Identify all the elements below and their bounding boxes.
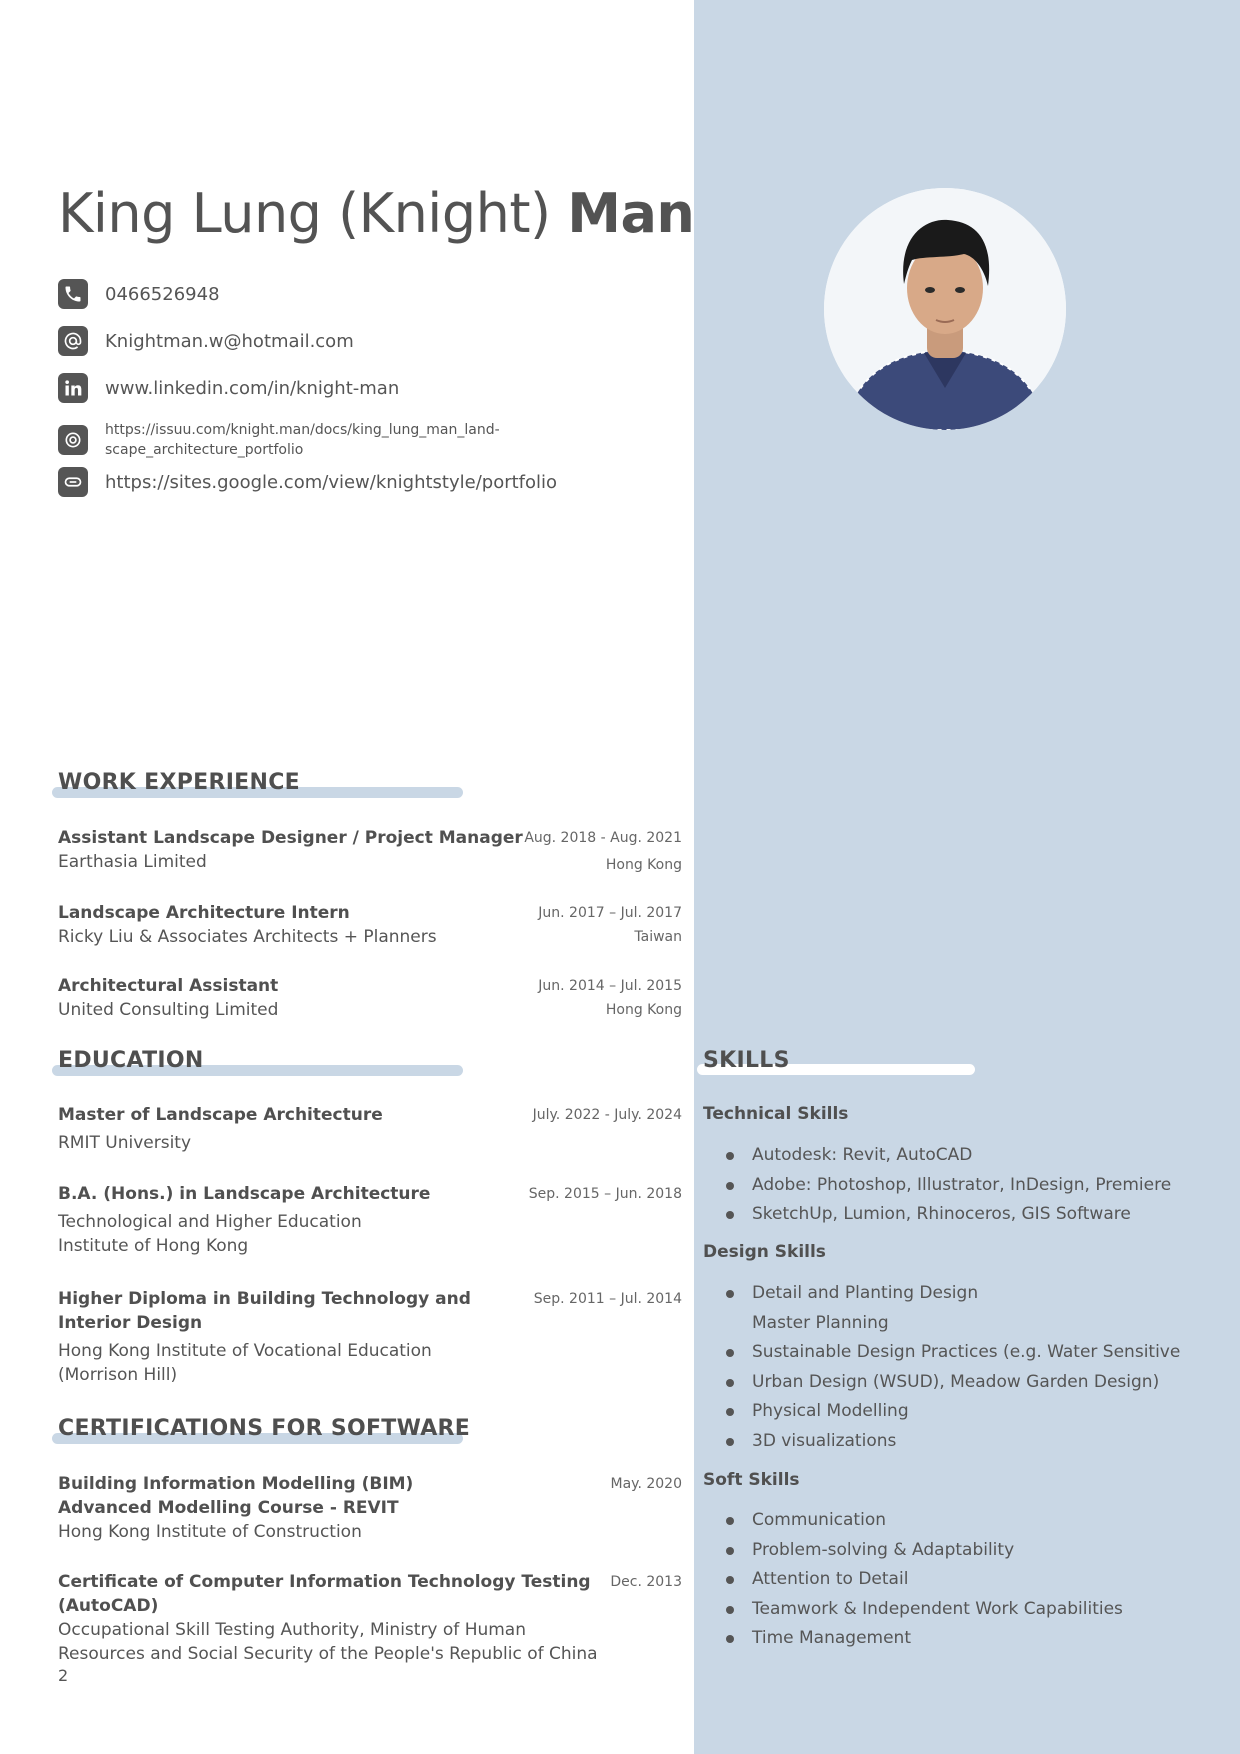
skill-text: Adobe: Photoshop, Illustrator, InDesign, Premiere: [752, 1174, 1172, 1195]
certification-dates: May. 2020: [610, 1476, 682, 1492]
technical-skills-list: [722, 1141, 1171, 1230]
linkedin-link[interactable]: www.linkedin.com/in/knight-man: [105, 377, 400, 399]
skill-text: Sustainable Design Practices (e.g. Water Sensitive: [752, 1342, 1181, 1362]
list-item: [722, 1565, 1123, 1595]
soft-skills-list: [722, 1506, 1123, 1654]
work-dates: Aug. 2018 - Aug. 2021: [524, 830, 682, 846]
work-item: [58, 826, 682, 874]
work-company: United Consulting Limited: [58, 1000, 279, 1020]
certification-issuer-line: Occupational Skill Testing Authority, Ministry of Human: [58, 1620, 526, 1640]
bullet-icon: [726, 1211, 734, 1219]
linkedin-icon: [58, 373, 88, 403]
work-role: Assistant Landscape Designer / Project Manager: [58, 828, 523, 848]
phone-text: 0466526948: [105, 283, 220, 305]
page-number: 2: [58, 1666, 69, 1685]
work-dates: Jun. 2014 – Jul. 2015: [538, 978, 682, 994]
skill-text: Communication: [752, 1510, 886, 1530]
list-item: [722, 1309, 1180, 1339]
education-dates: Sep. 2015 – Jun. 2018: [528, 1186, 682, 1202]
at-sign-icon: [58, 326, 88, 356]
bullet-icon: [726, 1576, 734, 1584]
list-item: [722, 1279, 1180, 1309]
work-location: Hong Kong: [605, 857, 682, 873]
profile-photo: [824, 188, 1066, 430]
name-last: Man: [567, 182, 695, 245]
portrait-icon: [824, 188, 1066, 430]
certification-title-line: (AutoCAD): [58, 1596, 159, 1616]
bullet-icon: [726, 1635, 734, 1643]
skill-text: 3D visualizations: [752, 1430, 897, 1451]
work-role: Architectural Assistant: [58, 976, 279, 996]
education-item: [58, 1287, 682, 1387]
certification-issuer: Hong Kong Institute of Construction: [58, 1522, 362, 1542]
portfolio-link[interactable]: https://sites.google.com/view/knightstyle/portfolio: [105, 471, 558, 493]
technical-skills-heading: Technical Skills: [703, 1104, 849, 1124]
person-name: [58, 182, 694, 245]
issuu-link[interactable]: https://issuu.com/knight.man/docs/king_lung_man_land-scape_architecture_portfolio: [105, 422, 500, 458]
skill-text: Master Planning: [752, 1312, 889, 1333]
contact-phone: [58, 279, 618, 309]
skills-heading: SKILLS: [703, 1048, 790, 1073]
list-item: [722, 1397, 1180, 1427]
phone-icon: [58, 279, 88, 309]
list-item: [722, 1200, 1171, 1230]
education-degree-line: Higher Diploma in Building Technology and: [58, 1289, 471, 1309]
education-heading: EDUCATION: [58, 1048, 204, 1073]
work-location: Taiwan: [634, 929, 682, 945]
work-role: Landscape Architecture Intern: [58, 903, 350, 923]
education-degree-line: Interior Design: [58, 1313, 203, 1333]
education-item: [58, 1103, 682, 1155]
education-item: [58, 1182, 682, 1258]
bullet-icon: [726, 1379, 734, 1387]
list-item: [722, 1368, 1180, 1398]
contact-linkedin[interactable]: [58, 373, 618, 403]
education-school-line: Hong Kong Institute of Vocational Education: [58, 1341, 432, 1361]
certification-item: [58, 1570, 682, 1666]
education-degree: B.A. (Hons.) in Landscape Architecture: [58, 1184, 431, 1204]
skill-text: Attention to Detail: [752, 1569, 909, 1589]
skill-text: Time Management: [752, 1628, 911, 1648]
certification-dates: Dec. 2013: [610, 1574, 682, 1590]
work-item: [58, 974, 682, 1022]
link-icon: [58, 467, 88, 497]
work-company: Ricky Liu & Associates Architects + Planners: [58, 927, 437, 947]
design-skills-heading: Design Skills: [703, 1242, 826, 1262]
bullet-icon: [726, 1408, 734, 1416]
list-item: [722, 1595, 1123, 1625]
bullet-icon: [726, 1349, 734, 1357]
issuu-icon: [58, 425, 88, 455]
education-school-line: Institute of Hong Kong: [58, 1236, 249, 1256]
list-item: [722, 1536, 1123, 1566]
skill-text: Urban Design (WSUD), Meadow Garden Design): [752, 1371, 1160, 1392]
work-meta: [524, 826, 682, 877]
bullet-icon: [726, 1290, 734, 1298]
contact-issuu[interactable]: [58, 420, 618, 460]
certification-title-line: Advanced Modelling Course - REVIT: [58, 1498, 399, 1518]
email-link[interactable]: Knightman.w@hotmail.com: [105, 330, 354, 352]
list-item: [722, 1338, 1180, 1368]
list-item: [722, 1427, 1180, 1457]
certifications-heading: CERTIFICATIONS FOR SOFTWARE: [58, 1416, 471, 1441]
bullet-icon: [726, 1182, 734, 1190]
education-dates: July. 2022 - July. 2024: [532, 1107, 682, 1123]
skill-text: Autodesk: Revit, AutoCAD: [752, 1145, 973, 1165]
bullet-icon: [726, 1517, 734, 1525]
skill-text: Problem-solving & Adaptability: [752, 1539, 1015, 1560]
contact-portfolio[interactable]: [58, 467, 618, 497]
bullet-icon: [726, 1606, 734, 1614]
contact-email[interactable]: [58, 326, 618, 356]
work-location: Hong Kong: [605, 1002, 682, 1018]
work-meta: [538, 974, 682, 1022]
bullet-icon: [726, 1547, 734, 1555]
list-item: [722, 1506, 1123, 1536]
skill-text: Detail and Planting Design: [752, 1283, 979, 1303]
list-item: [722, 1171, 1171, 1201]
work-experience-heading: WORK EXPERIENCE: [58, 770, 300, 795]
bullet-icon: [726, 1152, 734, 1160]
work-company: Earthasia Limited: [58, 852, 207, 872]
education-school: RMIT University: [58, 1133, 192, 1153]
skill-text: Physical Modelling: [752, 1401, 909, 1421]
certification-issuer-line: Resources and Social Security of the People's Republic of China: [58, 1644, 598, 1664]
certification-title-line: Building Information Modelling (BIM): [58, 1474, 414, 1494]
education-dates: Sep. 2011 – Jul. 2014: [533, 1291, 682, 1307]
education-degree: Master of Landscape Architecture: [58, 1105, 383, 1125]
work-item: [58, 901, 682, 949]
skill-text: Teamwork & Independent Work Capabilities: [752, 1598, 1123, 1619]
education-school-line: (Morrison Hill): [58, 1365, 178, 1385]
name-first: King Lung (Knight): [58, 182, 551, 245]
education-school-line: Technological and Higher Education: [58, 1212, 362, 1232]
work-dates: Jun. 2017 – Jul. 2017: [538, 905, 682, 921]
list-item: [722, 1141, 1171, 1171]
certification-title-line: Certificate of Computer Information Technology Testing: [58, 1572, 591, 1592]
bullet-icon: [726, 1438, 734, 1446]
certification-item: [58, 1472, 682, 1544]
skill-text: SketchUp, Lumion, Rhinoceros, GIS Software: [752, 1204, 1131, 1224]
list-item: [722, 1624, 1123, 1654]
design-skills-list: [722, 1279, 1180, 1456]
soft-skills-heading: Soft Skills: [703, 1470, 800, 1490]
work-meta: [538, 901, 682, 949]
